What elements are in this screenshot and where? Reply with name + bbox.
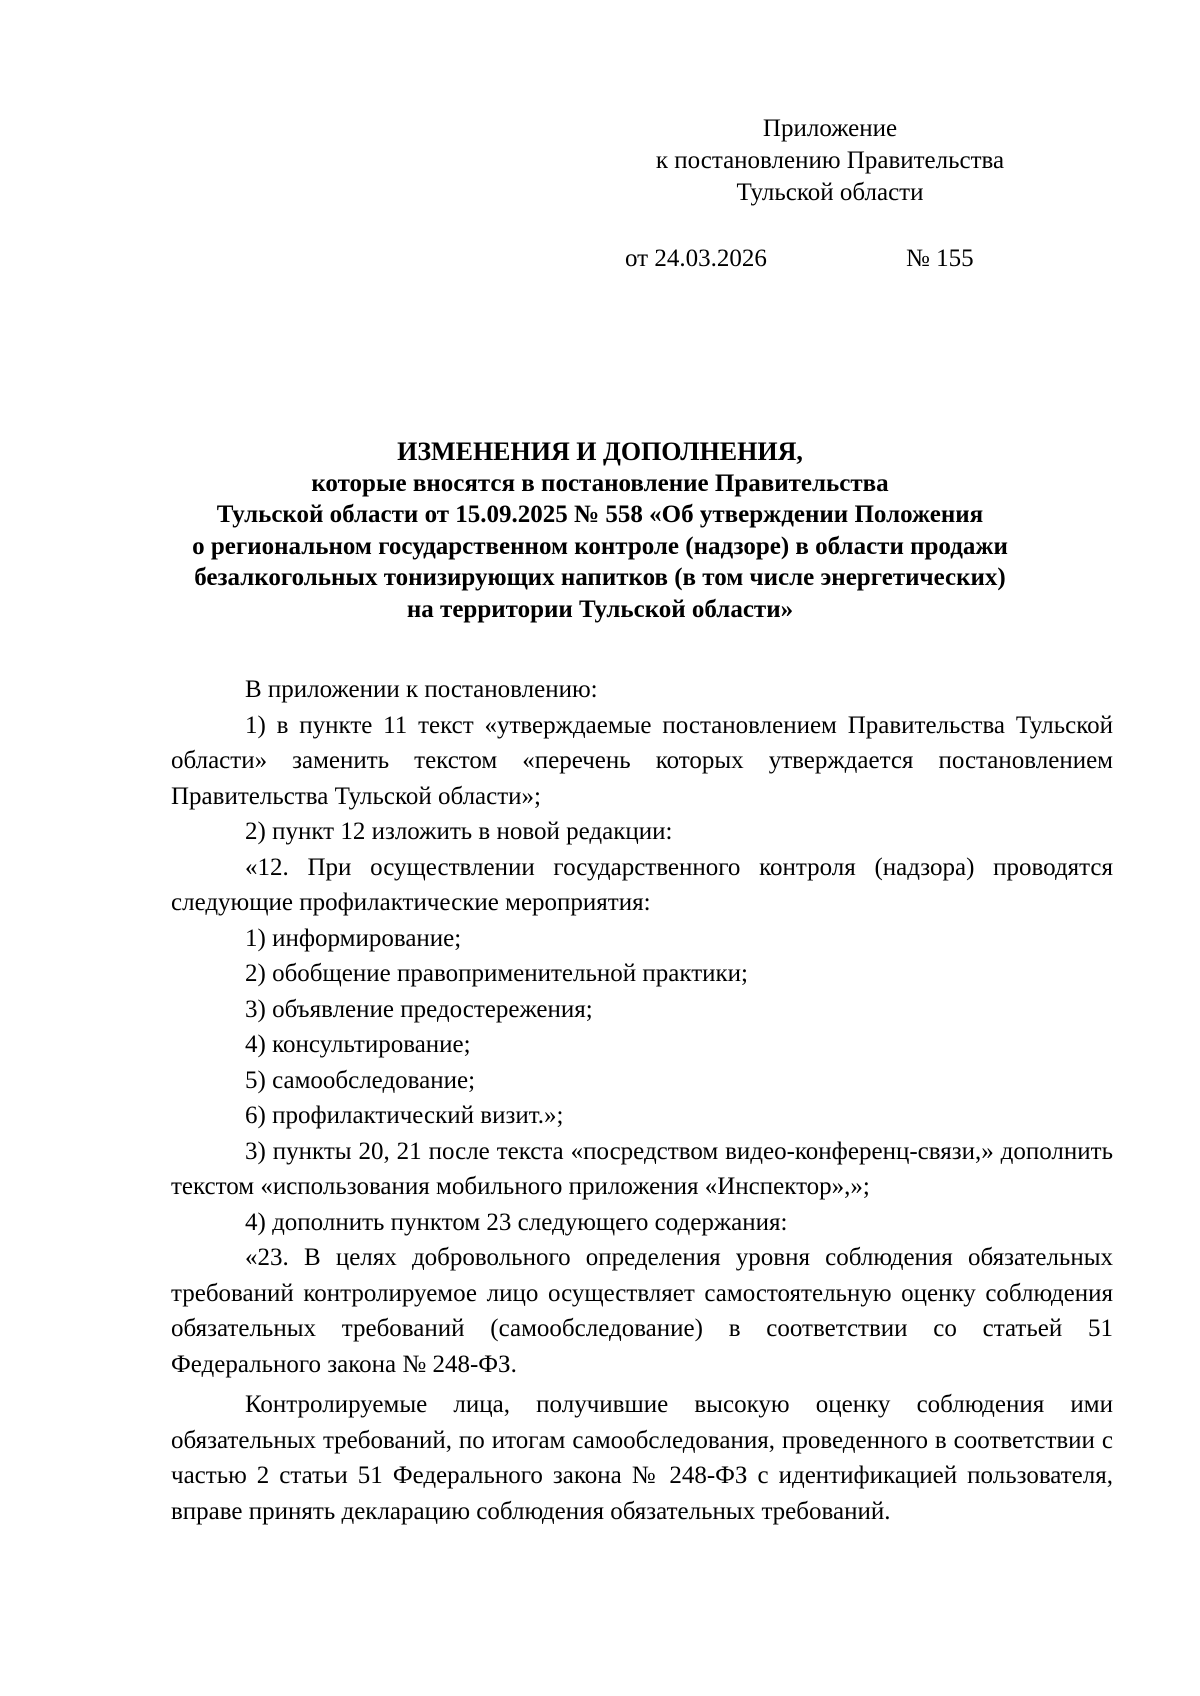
document-title xyxy=(150,436,1050,625)
list-item: 4) консультирование; xyxy=(245,1031,471,1058)
title-line: на территории Тульской области» xyxy=(406,595,794,623)
list-item: 6) профилактический визит.»; xyxy=(245,1102,564,1129)
list-item: 3) объявление предостережения; xyxy=(245,995,593,1023)
paragraph: 3) пункты 20, 21 после текста «посредством видео-конференц-связи,» дополнить текстом «использования мобильного приложения «Инспектор»,»; xyxy=(171,1137,1113,1200)
appendix-line: Тульской области xyxy=(736,179,924,206)
list-item: 1) информирование; xyxy=(245,924,462,952)
title-line: которые вносятся в постановление Правительства xyxy=(311,469,889,497)
paragraph: «12. При осуществлении государственного контроля (надзора) проводятся следующие профилактические мероприятия: xyxy=(171,853,1113,916)
appendix-line: Приложение xyxy=(762,115,898,142)
paragraph: 2) пункт 12 изложить в новой редакции: xyxy=(245,818,673,845)
appendix-line: к постановлению Правительства xyxy=(655,147,1005,174)
list-item: 2) обобщение правоприменительной практики; xyxy=(245,960,748,987)
document-body xyxy=(171,672,1113,1529)
appendix-date: от 24.03.2026 xyxy=(625,245,767,272)
paragraph: «23. В целях добровольного определения уровня соблюдения обязательных требований контролируемое лицо осуществляет самостоятельную оценку соблюдения обязательных требований (самообследование) в соответствии со статьей 51 Федерального закона № 248-ФЗ. xyxy=(171,1244,1113,1378)
paragraph: Контролируемые лица, получившие высокую оценку соблюдения ими обязательных требований, по итогам самообследования, проведенного в соответствии с частью 2 статьи 51 Федерального закона № 248-ФЗ с идентификацией пользователя, вправе принять декларацию соблюдения обязательных требований. xyxy=(171,1391,1113,1525)
appendix-number: № 155 xyxy=(906,245,974,272)
paragraph: 4) дополнить пунктом 23 следующего содержания: xyxy=(245,1208,788,1236)
paragraph: 1) в пункте 11 текст «утверждаемые постановлением Правительства Тульской области» заменить текстом «перечень которых утверждается постановлением Правительства Тульской области»; xyxy=(171,711,1113,810)
title-line: Тульской области от 15.09.2025 № 558 «Об утверждении Положения xyxy=(216,501,984,528)
title-line: ИЗМЕНЕНИЯ И ДОПОЛНЕНИЯ, xyxy=(397,437,803,466)
list-item: 5) самообследование; xyxy=(245,1066,476,1094)
paragraph: В приложении к постановлению: xyxy=(245,676,598,703)
title-line: о региональном государственном контроле (надзоре) в области продажи xyxy=(192,532,1008,560)
appendix-block xyxy=(600,113,1060,209)
title-line: безалкогольных тонизирующих напитков (в том числе энергетических) xyxy=(194,564,1006,591)
